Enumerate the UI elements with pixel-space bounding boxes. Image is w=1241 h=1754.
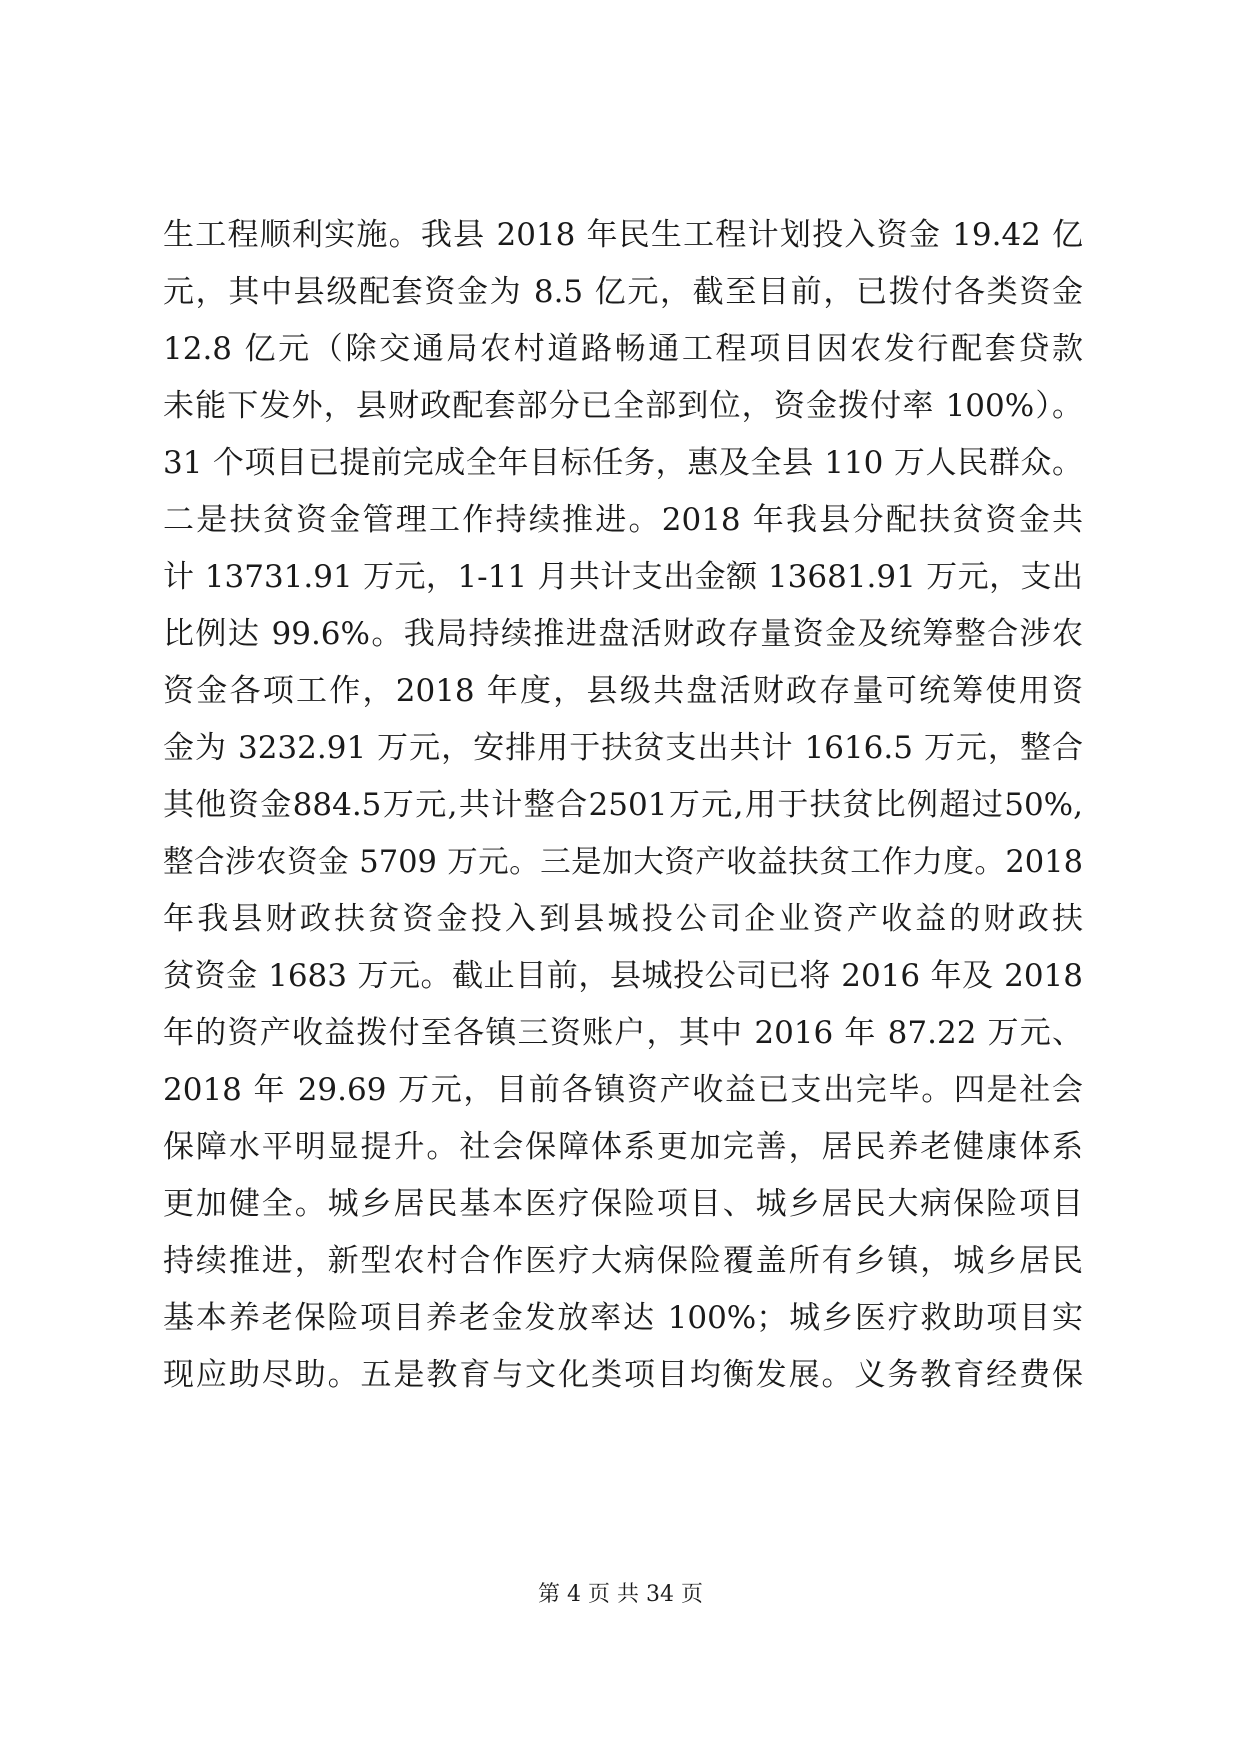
text-line-13: 年我县财政扶贫资金投入到县城投公司企业资产收益的财政扶 [163, 901, 1083, 937]
text-line-11: 其他资金884.5万元,共计整合2501万元,用于扶贫比例超过50%, [163, 787, 1083, 823]
text-line-15: 年的资产收益拨付至各镇三资账户，其中 2016 年 87.22 万元、 [163, 1015, 1083, 1051]
text-line-3: 12.8 亿元（除交通局农村道路畅通工程项目因农发行配套贷款 [163, 331, 1083, 367]
text-line-17: 保障水平明显提升。社会保障体系更加完善，居民养老健康体系 [163, 1129, 1083, 1165]
text-line-14: 贫资金 1683 万元。截止目前，县城投公司已将 2016 年及 2018 [163, 958, 1083, 994]
text-line-19: 持续推进，新型农村合作医疗大病保险覆盖所有乡镇，城乡居民 [163, 1243, 1083, 1279]
text-line-10: 金为 3232.91 万元，安排用于扶贫支出共计 1616.5 万元，整合 [163, 730, 1083, 766]
page-number-footer: 第 4 页 共 34 页 [538, 1582, 703, 1607]
text-line-7: 计 13731.91 万元，1-11 月共计支出金额 13681.91 万元，支出 [163, 559, 1083, 595]
text-line-4: 未能下发外，县财政配套部分已全部到位，资金拨付率 100%）。 [163, 388, 1083, 424]
text-line-5: 31 个项目已提前完成全年目标任务，惠及全县 110 万人民群众。 [163, 445, 1083, 481]
body-text [163, 207, 1083, 1404]
text-line-2: 元，其中县级配套资金为 8.5 亿元，截至目前，已拨付各类资金 [163, 274, 1083, 310]
text-line-20: 基本养老保险项目养老金发放率达 100%；城乡医疗救助项目实 [163, 1300, 1083, 1336]
text-line-16: 2018 年 29.69 万元，目前各镇资产收益已支出完毕。四是社会 [163, 1072, 1083, 1108]
text-line-18: 更加健全。城乡居民基本医疗保险项目、城乡居民大病保险项目 [163, 1186, 1083, 1222]
text-line-9: 资金各项工作，2018 年度，县级共盘活财政存量可统筹使用资 [163, 673, 1083, 709]
text-line-6: 二是扶贫资金管理工作持续推进。2018 年我县分配扶贫资金共 [163, 502, 1083, 538]
text-line-1: 生工程顺利实施。我县 2018 年民生工程计划投入资金 19.42 亿 [163, 217, 1083, 253]
text-line-21: 现应助尽助。五是教育与文化类项目均衡发展。义务教育经费保 [163, 1357, 1083, 1393]
text-line-12: 整合涉农资金 5709 万元。三是加大资产收益扶贫工作力度。2018 [163, 845, 1083, 880]
text-line-8: 比例达 99.6%。我局持续推进盘活财政存量资金及统筹整合涉农 [163, 616, 1083, 652]
